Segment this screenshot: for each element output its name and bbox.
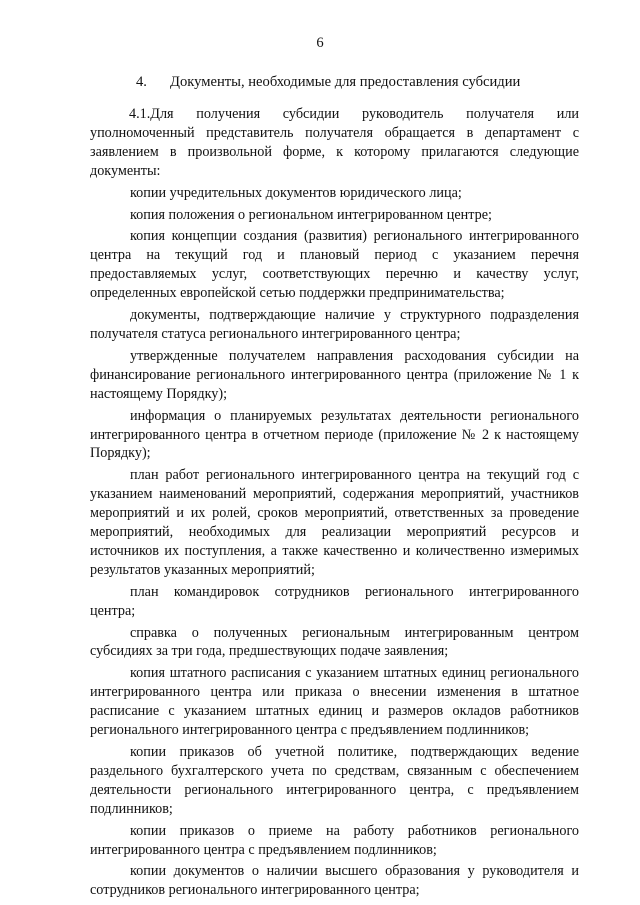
list-item: копии приказов о приеме на работу работников регионального интегрированного центра с предъявлением подлинников; [90, 822, 579, 858]
paragraph-intro: 4.1.Для получения субсидии руководитель получателя или уполномоченный представитель получателя обращается в департамент с заявлением в произвольной форме, к которому прилагаются следующие документы: [90, 106, 579, 179]
page-number: 6 [316, 35, 324, 51]
list-item: справка о полученных региональным интегрированным центром субсидиях за три года, предшествующих подаче заявления; [90, 624, 579, 660]
list-item: копия положения о региональном интегрированном центре; [130, 206, 492, 223]
list-item: копия концепции создания (развития) регионального интегрированного центра на текущий год и плановый период с указанием перечня предоставляемых услуг, соответствующих перечню и качеству услуг, определенных европейской сетью поддержки предпринимательства; [90, 228, 579, 302]
list-item: копии документов о наличии высшего образования у руководителя и сотрудников регионального интегрированного центра; [90, 863, 579, 899]
list-item: информация о планируемых результатах деятельности регионального интегрированного центра в отчетном периоде (приложение № 2 к настоящему Порядку); [90, 407, 579, 462]
section-heading [136, 73, 520, 92]
document-body [90, 105, 579, 903]
list-item: копии приказов об учетной политике, подтверждающих ведение раздельного бухгалтерского учета по средствам, связанным с обеспечением деятельности регионального интегрированного центра, с предъявлением подлинников; [90, 744, 579, 817]
section-number: 4. [136, 74, 147, 90]
list-item: план работ регионального интегрированного центра на текущий год с указанием наименований мероприятий, содержания мероприятий, участников мероприятий и их ролей, сроков мероприятий, ответственных за проведение мероприятий, необходимых для реализации мероприятий ресурсов и источников их поступления, а также качественно и количественно измеримых результатов указанных мероприятий; [90, 467, 579, 578]
list-item: копия штатного расписания с указанием штатных единиц регионального интегрированного центра или приказа о внесении изменения в штатное расписание с указанием штатных единиц и размеров окладов работников регионального интегрированного центра с предъявлением подлинников; [90, 665, 579, 739]
section-title-text: Документы, необходимые для предоставления субсидии [170, 74, 521, 90]
list-item: план командировок сотрудников регионального интегрированного центра; [90, 583, 579, 619]
list-item: документы, подтверждающие наличие у структурного подразделения получателя статуса регионального интегрированного центра; [90, 307, 579, 342]
list-item: копии учредительных документов юридического лица; [130, 184, 462, 201]
list-item: утвержденные получателем направления расходования субсидии на финансирование регионального интегрированного центра (приложение № 1 к настоящему Порядку); [90, 347, 579, 402]
